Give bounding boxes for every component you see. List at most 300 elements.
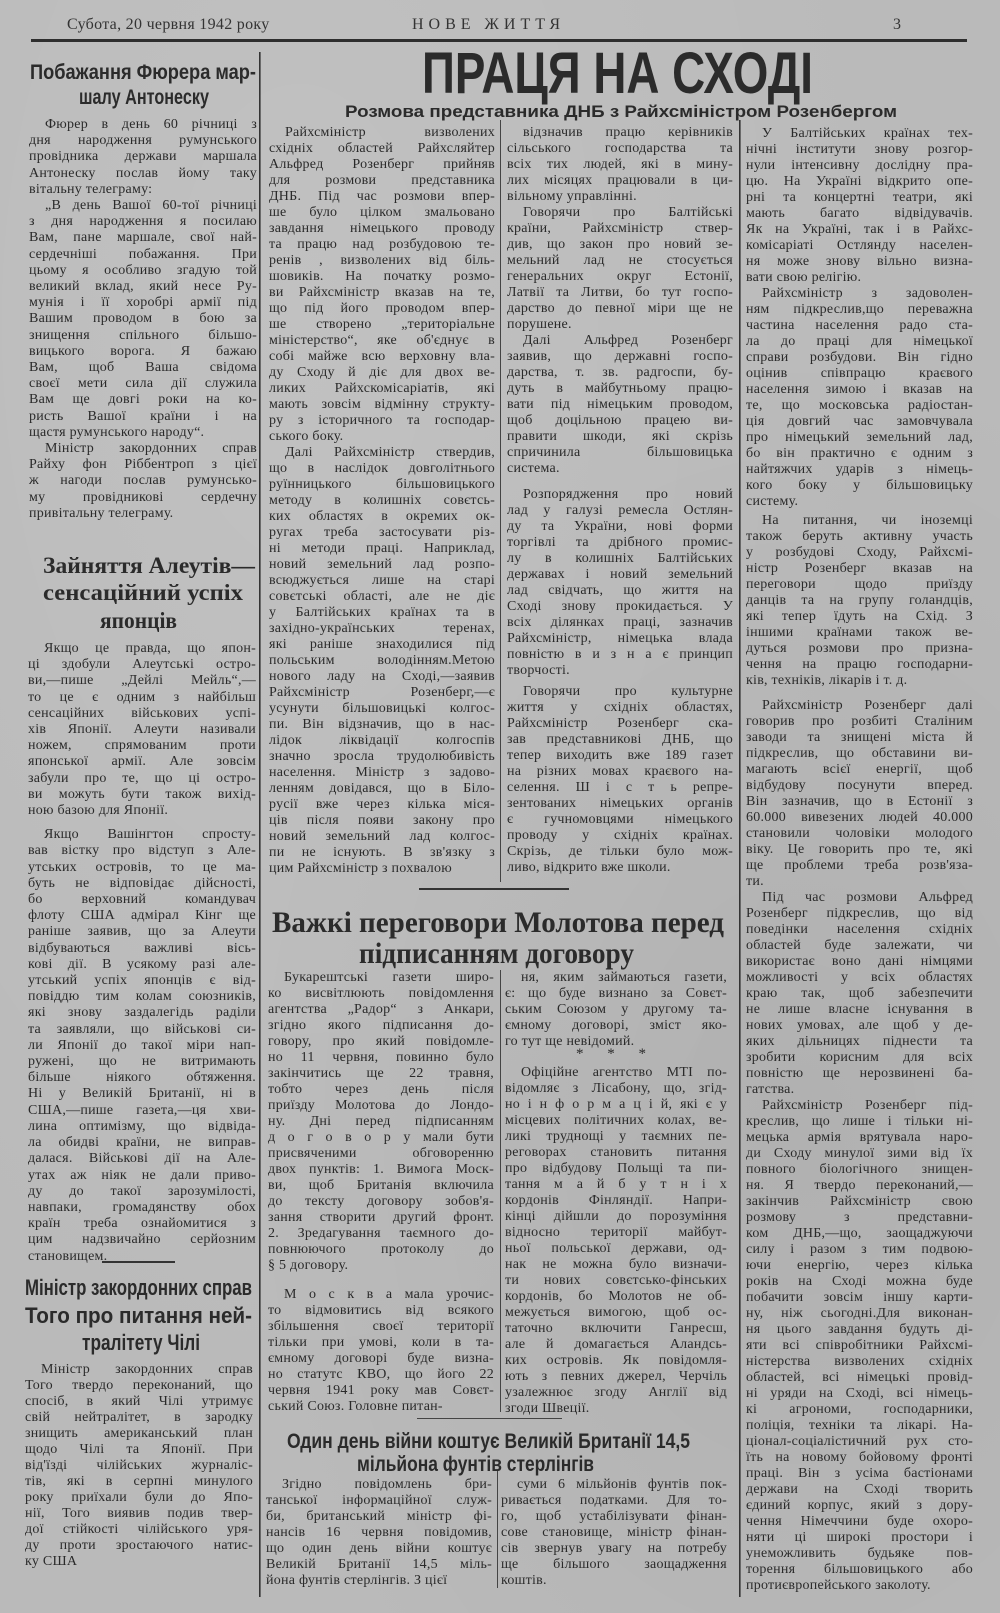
text-line: їть на новому бойовому фронті <box>746 1450 973 1465</box>
text-line: та заявляли, що військові си- <box>28 1021 256 1037</box>
text-line: відзначив працю керівників <box>523 125 733 140</box>
text-line: червня 1941 року мав Совєт- <box>268 1383 494 1398</box>
text-line: підкреслив, що обставини ви- <box>746 746 973 761</box>
text-line: ливо, відкрито вже школи. <box>507 860 671 875</box>
text-line: бо він практично є одним з <box>746 446 973 461</box>
text-line: Райхсміністр, німецька влада <box>507 631 733 646</box>
text-line: цю. На Україні відкрито опе- <box>746 174 973 189</box>
text-line: ємному договорі буде визна- <box>268 1351 494 1366</box>
text-line: східніх областей Райхсляйтер <box>269 141 495 156</box>
text-line: Якщо Вашінгтон спросту- <box>44 827 256 843</box>
text-line: но 11 червня, повинно було <box>268 1050 494 1065</box>
text-line: раніше заявив, що за Алеути <box>28 924 256 940</box>
text-line: двох пунктів: 1. Вимога Моск- <box>268 1162 494 1177</box>
text-line: Вам, пане маршале, свої най- <box>29 230 257 246</box>
text-line: ду до такої зарозумілості, <box>28 1183 256 1199</box>
paragraph <box>266 1477 492 1589</box>
text-line: населення зимою і вказав на <box>746 382 973 397</box>
text-line: ружені, що не витримають <box>28 1054 256 1070</box>
text-line: дарства, т. зв. радгоспи, бу- <box>507 365 733 380</box>
headline-britain-line: мільйона фунтів стерлінгів <box>357 1453 595 1476</box>
paragraph <box>746 698 973 890</box>
text-line: Розенберг підкреслив, що від <box>746 906 973 921</box>
text-line: ці здобули Алеутські остро- <box>28 657 256 673</box>
paragraph <box>746 126 973 286</box>
text-line: єдиний корпус, який з дору- <box>746 1498 973 1513</box>
text-line: го, щоб устабілізувати фінан- <box>501 1509 727 1524</box>
text-line: збільшення своєї території <box>268 1319 494 1334</box>
text-line: про німецький земельний лад, <box>746 430 973 445</box>
text-line: нових умовах, але щоб у де- <box>746 1018 973 1033</box>
text-line: ленням довідався, що в Біло- <box>269 781 495 796</box>
text-line: лад у галузі ремесла Остлян- <box>507 503 733 518</box>
paragraph <box>746 1098 973 1594</box>
text-line: кові дії. В усякому разі але- <box>28 956 256 972</box>
text-line: Райхсміністр визволених <box>285 125 495 140</box>
text-line: Того твердо переконаний, що <box>25 1378 253 1393</box>
text-line: ну, ніж сьогодні.Для виконан- <box>746 1306 973 1321</box>
column-rule <box>739 120 741 1597</box>
text-line: ристь Вашої країни і на <box>29 408 257 424</box>
text-line: дуть в майбутньому працю- <box>507 381 733 396</box>
text-line: у розбудові Сходу, Райхсмі- <box>746 545 973 560</box>
text-line: поведінки населення східніх <box>746 922 973 937</box>
text-line: узалежнює згоду Англії від <box>505 1385 727 1400</box>
text-line: Далі Альфред Розенберг <box>523 333 733 348</box>
text-line: межується вимогою, щоб ос- <box>505 1305 727 1320</box>
text-line: Букарештські газети широ- <box>284 970 494 985</box>
text-line: ком ДНБ,—що, заощаджуючи <box>746 1226 973 1241</box>
text-line: Під час розмови Альфред <box>762 890 973 905</box>
text-line: далася. Військові дії на Але- <box>28 1151 256 1167</box>
text-line: ти нових совєтсько-фінських <box>505 1273 727 1288</box>
text-line: ня, яким займаються газети, <box>521 970 727 985</box>
paragraph <box>29 441 257 522</box>
text-line: що один день війни коштує <box>266 1541 492 1556</box>
text-line: Розпорядження про новий <box>523 487 733 502</box>
article-fuhrer-body <box>29 117 257 522</box>
text-line: Скрізь, де тільки було мож- <box>507 844 733 859</box>
paragraph <box>28 827 256 1264</box>
text-line: див, що закон про новий зе- <box>507 237 733 252</box>
text-line: частина населення радо ста- <box>746 318 973 333</box>
text-line: креслив, що лише і тільки ні- <box>746 1114 973 1129</box>
text-line: ше було цілком змальовано <box>269 205 495 220</box>
text-line: ням підкреслив,що переважна <box>746 302 973 317</box>
issue-date: Субота, 20 червня 1942 року <box>67 16 270 33</box>
text-line: відбуваються важливі вісь- <box>28 940 256 956</box>
paragraph <box>501 1477 727 1589</box>
text-line: бо верховний командувач <box>28 892 256 908</box>
headline-molotov-line: Важкі переговори Молотова перед <box>272 906 724 939</box>
text-line: більше ніякого обтяження. <box>28 1070 256 1086</box>
text-line: розмову з представни- <box>746 1210 973 1225</box>
text-line: „В день Вашої 60-тої річниці <box>45 198 257 214</box>
text-line: ною базою для Японії. <box>28 803 169 819</box>
text-line: для розмови представника <box>269 173 495 188</box>
text-line: дарство до певної міри ще не <box>507 301 733 316</box>
headline-togo-line: Того про питання ней- <box>25 1303 252 1328</box>
text-line: комісаріаті Остлянду населен- <box>746 238 973 253</box>
text-line: Фюрер в день 60 річниці з <box>45 117 257 132</box>
text-line: спричинила більшовицька <box>507 445 733 460</box>
text-line: ків, техніків, лікарів і т. д. <box>746 673 908 688</box>
text-line: Великій Британії 14,5 міль- <box>266 1557 492 1572</box>
text-line: 60.000 вивезених людей 40.000 <box>746 810 973 825</box>
article-east-column-2 <box>507 125 733 876</box>
article-separator <box>419 888 569 890</box>
headline-aleutians-line: Зайняття Алеутів— <box>43 553 257 578</box>
headline-togo-line: тралітету Чілі <box>82 1330 200 1355</box>
text-line: західно-українських теренах, <box>269 621 495 636</box>
text-line: присвяченими обговоренню <box>268 1146 494 1161</box>
headline-fuhrer-line: Побажання Фюрера мар- <box>30 61 256 84</box>
text-line: мають зовсім відмінну структу- <box>269 397 495 412</box>
text-line: ких островів. Як повідомля- <box>505 1353 727 1368</box>
text-line: дуться розмови про призна- <box>746 641 973 656</box>
text-line: утах аж ніяк не дали приво- <box>28 1167 256 1183</box>
text-line: справи розбудови. Він гідно <box>746 350 973 365</box>
text-line: Вашим проводом в бою за <box>29 311 257 327</box>
paragraph <box>28 641 256 819</box>
paragraph <box>507 205 733 333</box>
text-line: лад свідчать, що життя на <box>507 583 733 598</box>
text-line: Вам ще довгі роки на ко- <box>29 392 257 408</box>
text-line: правити шкоди, які скрізь <box>507 429 733 444</box>
text-line: населення. Міністр з задово- <box>269 765 495 780</box>
paragraph <box>268 970 494 1274</box>
text-line: тепер виходить вже 189 газет <box>507 748 733 763</box>
text-line: Офіційне агентство МТІ по- <box>521 1065 727 1080</box>
text-line: но і н ф о р м а ц і й, які є у <box>505 1097 727 1112</box>
text-line: сів звернув увагу на потребу <box>501 1541 727 1556</box>
text-line: селення. Ш і с т ь репре- <box>507 780 733 795</box>
text-line: совєтські області, але не діє <box>269 589 495 604</box>
headline-fuhrer-line: шалу Антонеску <box>79 86 210 109</box>
text-line: вав вістку про відступ з Але- <box>28 843 256 859</box>
text-line: ше створено „територіальне <box>269 317 495 332</box>
text-line: зробити корисним для всіх <box>746 1050 973 1065</box>
text-line: державах і новий земельний <box>507 567 733 582</box>
text-line: але й домагається Аландсь- <box>505 1337 727 1352</box>
text-line: Якщо це правда, що япон- <box>44 641 256 656</box>
text-line: ви можуть бути також вихід- <box>28 786 256 802</box>
text-line: вицького ворога. Я бажаю <box>29 343 257 359</box>
text-line: сове становище, міністр фінан- <box>501 1525 727 1540</box>
article-britain-column-1 <box>266 1477 492 1589</box>
text-line: няти ці широкі простори і <box>746 1530 973 1545</box>
text-line: віку. Це говорить про те, які <box>746 842 973 857</box>
text-line: нового ладу на Сході,—заявив <box>269 669 495 684</box>
text-line: лу в колишніх Балтійських <box>507 551 733 566</box>
text-line: лідок ліквідації колгоспів <box>269 733 495 748</box>
paragraph <box>29 198 257 441</box>
text-line: що під його проводом впер- <box>269 301 495 316</box>
text-line: які раніше знаходилися під <box>269 637 495 652</box>
text-line: то відмовитись від всякого <box>268 1303 494 1318</box>
paragraph <box>746 286 973 510</box>
text-line: яти всі співробітники Райхсмі- <box>746 1338 973 1353</box>
text-line: сенсаційних військових успі- <box>28 705 256 721</box>
text-line: ський Союз. Головне питан- <box>268 1399 443 1414</box>
text-line: му провідникові сердечну <box>29 489 257 505</box>
text-line: ють з певних джерел, Черчіль <box>505 1369 727 1384</box>
text-line: кого боку у більшовицьку <box>746 478 973 493</box>
paragraph <box>507 684 733 876</box>
text-line: згідно якого підписання до- <box>268 1018 494 1033</box>
headline-molotov-line: підписанням договору <box>359 937 634 970</box>
text-line: буть не відповідає дійсності, <box>28 875 256 891</box>
text-line: оцінив співпрацю краєвого <box>746 366 973 381</box>
text-line: життя у східніх областях, <box>507 700 733 715</box>
text-line: ціонал-соціалістичний рух сто- <box>746 1434 973 1449</box>
text-line: тобто через день після <box>268 1082 494 1097</box>
text-line: областей, всі німецькі провід- <box>746 1370 973 1385</box>
text-line: також беруть активну участь <box>746 529 973 544</box>
text-line: пи. Він відзначив, що в нас- <box>269 717 495 732</box>
text-line: завдання німецького проводу <box>269 221 495 236</box>
headline-aleutians-line: сенсаційний успіх <box>43 580 244 605</box>
text-line: ючи енергію, через кілька <box>746 1258 973 1273</box>
paragraph <box>746 890 973 1098</box>
text-line: Вам, щоб Ваша свідома <box>29 360 257 376</box>
text-line: Міністр закордонних справ <box>45 441 257 457</box>
text-line: своєї мети сила дії служила <box>29 376 257 392</box>
text-line: дня народження румунського <box>29 133 257 149</box>
text-line: Латвії та Литви, бо тут госпо- <box>507 285 733 300</box>
column-rule <box>497 1470 498 1588</box>
text-line: би, британський міністр фі- <box>266 1509 492 1524</box>
text-line: вільному управлінні. <box>507 189 637 204</box>
text-line: на різних мовах краєвого на- <box>507 764 733 779</box>
headline-togo-line: Міністр закордонних справ <box>25 1275 252 1300</box>
text-line: систему. <box>746 494 799 509</box>
text-line: згоди Швеції. <box>505 1401 590 1416</box>
text-line: ністр Розенберг вказав на <box>746 561 973 576</box>
text-line: приїзду Молотова до Лондо- <box>268 1098 494 1113</box>
text-line: ністерства визволених східніх <box>746 1354 973 1369</box>
text-line: сільського господарства та <box>507 141 733 156</box>
text-line: шовиків. На початку розмо- <box>269 269 495 284</box>
text-line: го тут ще невідомий. <box>505 1034 635 1049</box>
text-line: мельний лад не стосується <box>507 253 733 268</box>
text-line: всіх тих людей, які в мину- <box>507 157 733 172</box>
text-line: М о с к в а мала урочис- <box>284 1287 494 1302</box>
text-line: закінчив Райхсміністр свою <box>746 1194 973 1209</box>
text-line: реговорах становить питання <box>505 1145 727 1160</box>
text-line: коштів. <box>501 1573 547 1588</box>
text-line: знищення спільного більшо- <box>29 327 257 343</box>
text-line: проводу у східніх країнах. <box>507 828 733 843</box>
headline-aleutians-line: японців <box>100 608 177 633</box>
text-line: щастя румунського народу“. <box>29 424 205 440</box>
article-togo-body <box>25 1362 253 1570</box>
text-line: нічні інститути знову розгор- <box>746 142 973 157</box>
text-line: данців та на групу голандців, <box>746 593 973 608</box>
text-line: § 5 договору. <box>268 1258 349 1273</box>
text-line: русії вже через кілька міся- <box>269 797 495 812</box>
text-line: великий вклад, який несе Ру- <box>29 279 257 295</box>
text-line: привітальну телеграму. <box>29 505 174 521</box>
text-line: повнюючого протоколу до <box>268 1242 494 1257</box>
article-separator <box>417 1418 562 1419</box>
text-line: ду Сходу й діє для двох ве- <box>269 365 495 380</box>
text-line: те, що московська радіостан- <box>746 398 973 413</box>
text-line: знищить американський план <box>25 1426 253 1441</box>
text-line: повного біологічного знищен- <box>746 1162 973 1177</box>
text-line: ди Сходу минулої зими від їх <box>746 1146 973 1161</box>
text-line: свій нейтралітет, в зародку <box>25 1410 253 1425</box>
text-line: про відбудову Польщі та пи- <box>505 1161 727 1176</box>
text-line: новий земельний лад розпо- <box>269 557 495 572</box>
text-line: Райху фон Ріббентроп з цієї <box>29 457 257 473</box>
text-line: мецька армія врятувала наро- <box>746 1130 973 1145</box>
text-line: вати під німецьким проводом, <box>507 397 733 412</box>
text-line: лих місяцях працювали в ци- <box>507 173 733 188</box>
column-rule <box>500 120 501 882</box>
text-line: хів Японії. Алеути називали <box>28 722 256 738</box>
text-line: Райхсміністр з задоволен- <box>762 286 973 301</box>
article-aleutians-body <box>28 641 256 1265</box>
text-line: вітальну телеграму: <box>29 181 153 197</box>
article-britain-column-2 <box>501 1477 727 1589</box>
text-line: ського боку. <box>269 429 344 444</box>
text-line: руїнницького більшовицького <box>269 477 495 492</box>
text-line: ножем, спрямованим проти <box>28 738 256 754</box>
text-line: система. <box>507 461 560 476</box>
text-line: місцевих політичних колах, ве- <box>505 1113 727 1128</box>
text-line: ще проблеми треба розв'яза- <box>746 858 973 873</box>
text-line: всюджується лише на старі <box>269 573 495 588</box>
text-line: у Балтійських країнах та в <box>269 605 495 620</box>
text-line: які тепер їдуть на Схід. З <box>746 609 973 624</box>
text-line: краю так, щоб забезпечити <box>746 986 973 1001</box>
text-line: творчості. <box>507 663 570 678</box>
text-line: поліція, техніки та лікарі. На- <box>746 1418 973 1433</box>
text-line: ньої польської держави, од- <box>505 1241 727 1256</box>
text-line: усунути більшовицькі колгос- <box>269 701 495 716</box>
text-line: тів, які в серпні минулого <box>25 1474 253 1489</box>
text-line: ція довгий час замовчувала <box>746 414 973 429</box>
text-line: нак не можна було визначи- <box>505 1257 727 1272</box>
text-line: можливості у всіх областях <box>746 970 973 985</box>
text-line: тання м а й б у т н і х <box>505 1177 727 1192</box>
text-line: що в наслідок довголітнього <box>269 461 495 476</box>
text-line: не лише власне існування в <box>746 1002 973 1017</box>
text-line: забули про те, що ці остро- <box>28 770 256 786</box>
text-line: методу в колишніх совєтсь- <box>269 493 495 508</box>
text-line: магають всієї енергії, щоб <box>746 762 973 777</box>
text-line: сердечніші побажання. При <box>29 246 257 262</box>
text-line: щоб доцільною працею ви- <box>507 413 733 428</box>
text-line: відомляє з Лісабону, що, згід- <box>505 1081 727 1096</box>
text-line: ла до праці для німецької <box>746 334 973 349</box>
text-line: зання створити другий фронт. <box>268 1210 494 1225</box>
paragraph <box>507 125 733 205</box>
paragraph <box>507 487 733 679</box>
text-line: польським володінням.Метою <box>269 653 495 668</box>
text-line: д о г о в о р у мали бути <box>268 1130 494 1145</box>
text-line: ня може знову вільно визна- <box>746 254 973 269</box>
text-line: ДНБ. Під час розмови впер- <box>269 189 495 204</box>
text-line: використає воно дані німцями <box>746 954 973 969</box>
paragraph <box>507 333 733 477</box>
text-line: ру з історичного та господар- <box>269 413 495 428</box>
text-line: утський успіх японців є від- <box>28 973 256 989</box>
text-line: щодо Чілі та Японії. При <box>25 1442 253 1457</box>
text-line: держави на Сході творить <box>746 1482 973 1497</box>
main-headline: ПРАЦЯ НА СХОДІ <box>422 41 813 106</box>
text-line: ня. Я твердо переконаний,— <box>746 1178 973 1193</box>
text-line: міністерство“, яке об'єднує в <box>269 333 495 348</box>
text-line: становили чоловіки молодого <box>746 826 973 841</box>
text-line: говорив про розбиті Сталіним <box>746 714 973 729</box>
text-line: ємному договорі, зміст яко- <box>505 1018 727 1033</box>
text-line: ренів , визволених від біль- <box>269 253 495 268</box>
newspaper-title: НОВЕ ЖИТТЯ <box>412 16 566 33</box>
text-line: утських островів, то це ма- <box>28 859 256 875</box>
text-line: відносно території майбут- <box>505 1225 727 1240</box>
text-line: ви Райхсміністр вказав на те, <box>269 285 495 300</box>
article-molotov-column-1 <box>268 970 494 1415</box>
text-line: ких областях в окремих ок- <box>269 509 495 524</box>
text-line: США,—пише газета,—ця хви- <box>28 1102 256 1118</box>
text-line: флоту США адмірал Кінг ще <box>28 908 256 924</box>
text-line: цим Райхсміністр з похвалою <box>269 861 452 876</box>
page-number: 3 <box>893 16 902 33</box>
paragraph <box>269 125 495 445</box>
text-line: спосіб, в який Чілі утримує <box>25 1394 253 1409</box>
text-line: агентства „Радор“ з Анкари, <box>268 1002 494 1017</box>
text-line: йона фунтів стерлінгів. З цієї <box>266 1573 448 1588</box>
text-line: генеральних округ Естонії, <box>507 269 733 284</box>
text-line: ну. Дні перед підписанням <box>268 1114 494 1129</box>
text-line: нії, Того виявив подив твер- <box>25 1506 253 1521</box>
text-line: провідника держави маршала <box>29 149 257 165</box>
text-line: Ні у Великій Британії, ні в <box>28 1086 256 1102</box>
text-line: до тексту договору зобов'я- <box>268 1194 494 1209</box>
article-east-column-3 <box>746 126 973 1594</box>
text-line: чення Німеччини буде охоро- <box>746 1514 973 1529</box>
asterism-separator: * * * <box>576 1046 656 1062</box>
text-line: но статутс КВО, що його 22 <box>268 1367 494 1382</box>
text-line: значно зросла трудолюбивість <box>269 749 495 764</box>
text-line: ж нагоди послав румунсько- <box>29 473 257 489</box>
text-line: Далі Райхсміністр ствердив, <box>285 445 495 460</box>
text-line: найтяжчих ударів з німець- <box>746 462 973 477</box>
text-line: зентованих німецьких органів <box>507 796 733 811</box>
text-line: Згідно повідомлень бри- <box>282 1477 492 1492</box>
text-line: японської армії. Але зовсім <box>28 754 256 770</box>
text-line: У Балтійських країнах тех- <box>762 126 973 141</box>
text-line: дої стійкості чілійського уря- <box>25 1522 253 1537</box>
text-line: цим надзвичайно серйозним <box>28 1232 256 1248</box>
text-line: Сході знову прокидається. У <box>507 599 733 614</box>
text-line: торення більшовицького або <box>746 1562 973 1577</box>
text-line: мають багато відвідувачів. <box>746 206 973 221</box>
text-line: рні та концертні театри, які <box>746 190 973 205</box>
text-line: лина оптимізму, що відвіда- <box>28 1118 256 1134</box>
column-rule <box>259 52 261 1597</box>
text-line: силу і разом з тим подвою- <box>746 1242 973 1257</box>
column-rule <box>500 970 501 1412</box>
paragraph <box>29 117 257 198</box>
text-line: тільки при умові, коли в та- <box>268 1335 494 1350</box>
text-line: які знову заздалегідь раділи <box>28 1005 256 1021</box>
paragraph <box>746 513 973 689</box>
text-line: ли Японії до такої міри нап- <box>28 1037 256 1053</box>
text-line: ні методи праці. Наприклад, <box>269 541 495 556</box>
